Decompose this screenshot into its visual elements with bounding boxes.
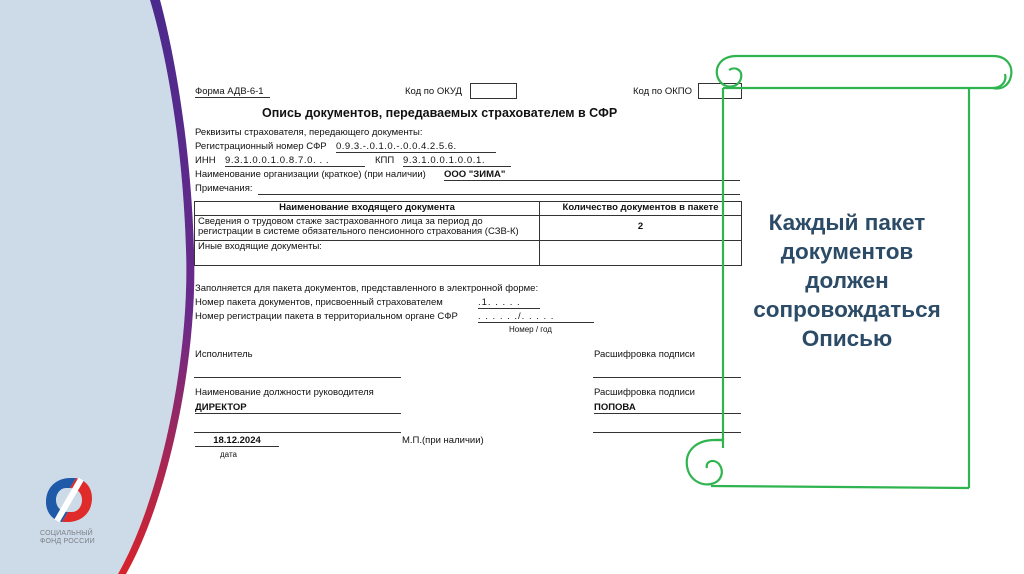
executor-label: Исполнитель xyxy=(195,349,253,360)
notes-line xyxy=(258,194,740,195)
inn-value: 9.3.1.0.0.1.0.8.7.0. . . xyxy=(225,155,365,167)
callout-line-1: Каждый пакет xyxy=(768,210,926,235)
kpp-value: 9.3.1.0.0.1.0.0.1. xyxy=(403,155,511,167)
org-name-value: ООО "ЗИМА" xyxy=(444,169,740,181)
date-caption: дата xyxy=(220,450,237,459)
okud-label: Код по ОКУД xyxy=(405,86,462,97)
logo-line-2: ФОНД РОССИИ xyxy=(40,538,95,545)
registration-caption: Номер / год xyxy=(509,325,552,334)
okpo-label: Код по ОКПО xyxy=(633,86,692,97)
row-2-line-1: Иные входящие документы: xyxy=(198,240,322,252)
package-number-label: Номер пакета документов, присвоенный страхователем xyxy=(195,297,443,308)
header-qty: Количество документов в пакете xyxy=(540,202,742,216)
callout-line-4: сопровождаться xyxy=(753,297,941,322)
registration-label: Номер регистрации пакета в территориальном органе СФР xyxy=(195,311,458,322)
inn-label: ИНН xyxy=(195,155,216,166)
reg-number-label: Регистрационный номер СФР xyxy=(195,141,327,152)
form-label: Форма АДВ-6-1 xyxy=(195,86,264,97)
callout-text xyxy=(736,208,958,353)
executor-line xyxy=(194,377,401,378)
decoding-label-2: Расшифровка подписи xyxy=(594,387,695,398)
table-row xyxy=(195,215,742,240)
reg-number-value: 0.9.3.-.0.1.0.-.0.0.4.2.5.6. xyxy=(336,141,496,153)
callout-line-5: Описью xyxy=(801,326,893,351)
requisites-label: Реквизиты страхователя, передающего документы: xyxy=(195,127,423,138)
surname-value: ПОПОВА xyxy=(594,402,741,414)
row-1-line-2: регистрации в системе обязательного пенсионного страхования (СЗВ-К) xyxy=(198,226,519,237)
head-position-label: Наименование должности руководителя xyxy=(195,387,374,398)
callout-line-2: документов xyxy=(780,239,914,264)
form-label-underline xyxy=(195,97,270,98)
table-row xyxy=(195,240,742,265)
date-value: 18.12.2024 xyxy=(195,435,279,447)
documents-table xyxy=(194,201,742,266)
decoding-label-1: Расшифровка подписи xyxy=(594,349,695,360)
position-value: ДИРЕКТОР xyxy=(195,402,401,414)
row-1-line-1: Сведения о трудовом стаже застрахованного лица за период до xyxy=(198,215,483,227)
electronic-intro: Заполняется для пакета документов, представленного в электронной форме: xyxy=(195,283,539,294)
table-header-row xyxy=(195,202,742,216)
row-1-qty: 2 xyxy=(540,215,742,240)
org-name-label: Наименование организации (краткое) (при наличии) xyxy=(195,169,426,180)
okud-box xyxy=(470,83,517,99)
header-doc: Наименование входящего документа xyxy=(195,202,540,216)
signature-line xyxy=(194,432,401,433)
logo-line-1: СОЦИАЛЬНЫЙ xyxy=(40,530,93,537)
callout-line-3: должен xyxy=(805,268,889,293)
package-number-value: .1. . . . . xyxy=(478,297,540,309)
stamp-label: М.П.(при наличии) xyxy=(402,435,484,446)
kpp-label: КПП xyxy=(375,155,395,166)
notes-label: Примечания: xyxy=(195,183,253,194)
sfr-logo-icon xyxy=(36,472,102,528)
form-title: Опись документов, передаваемых страхователем в СФР xyxy=(262,106,618,120)
logo-text xyxy=(40,530,95,546)
registration-value: . . . . . ./. . . . . xyxy=(478,311,594,323)
